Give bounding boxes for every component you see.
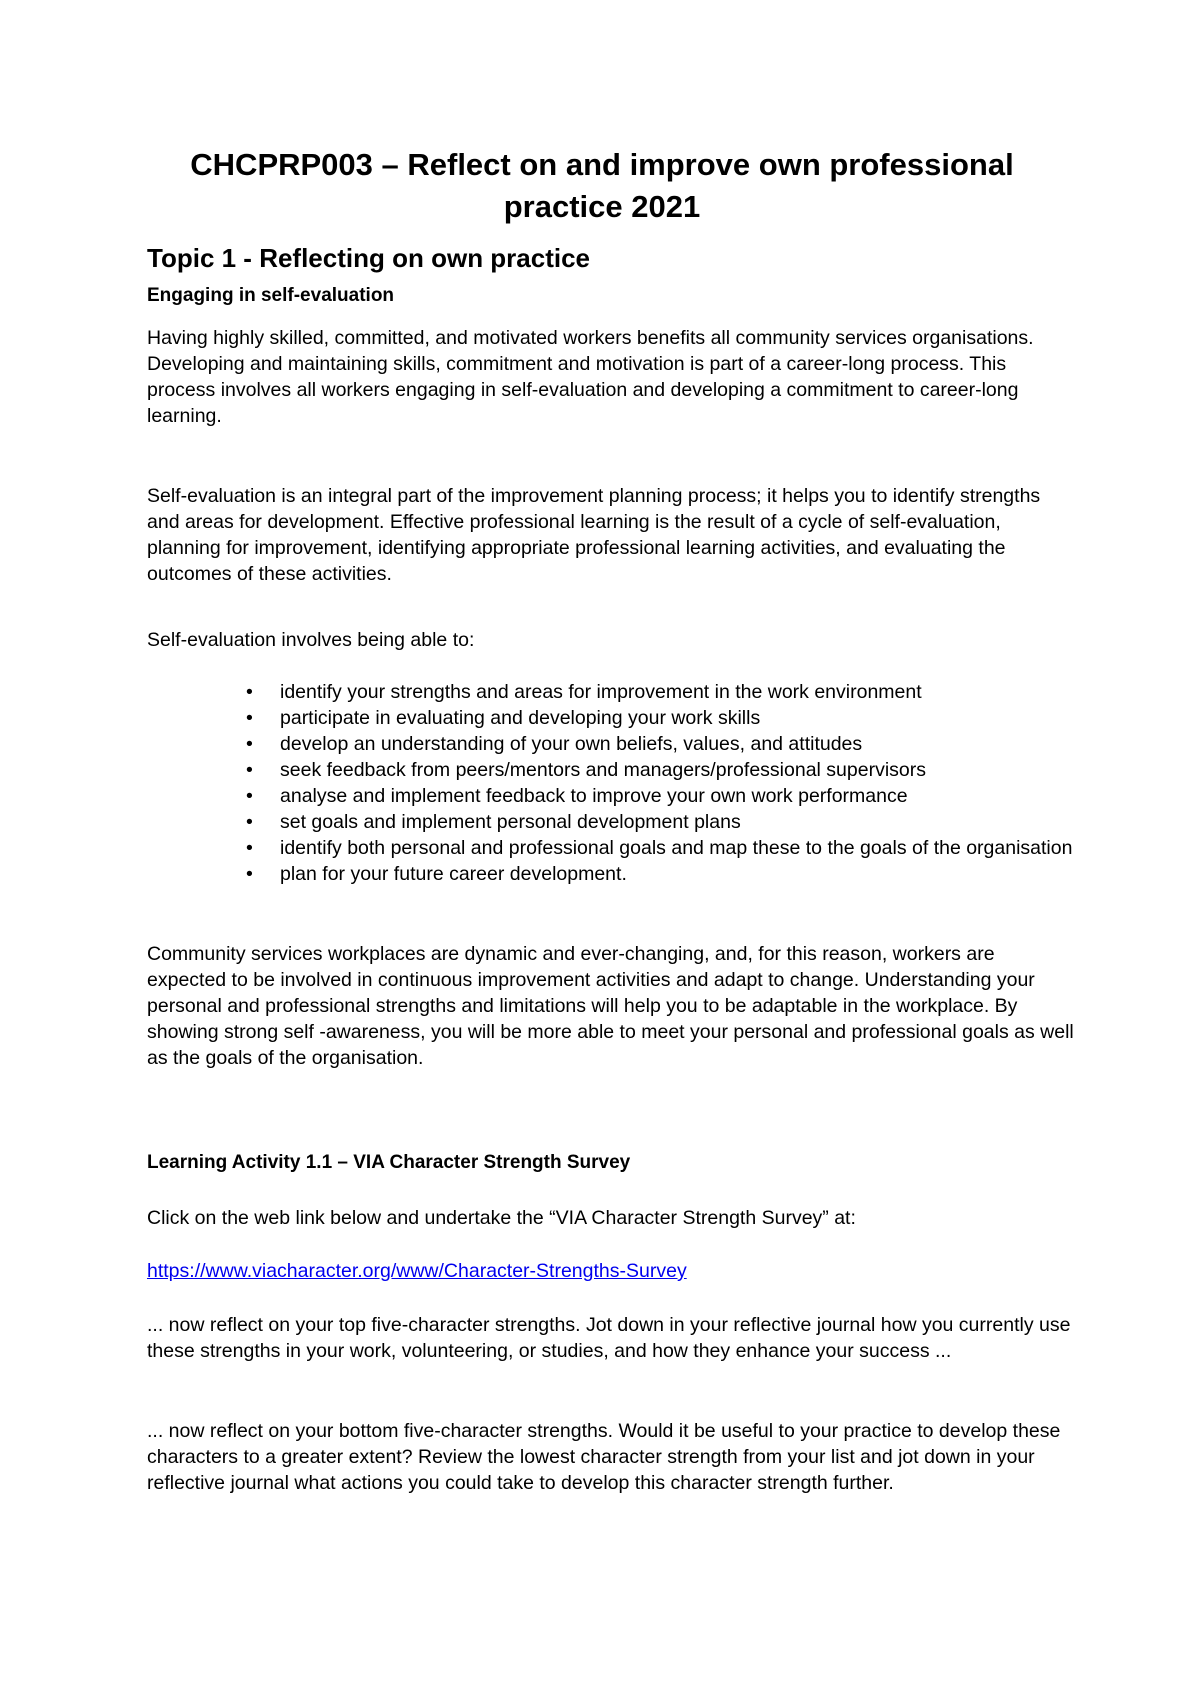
bullet-icon: • <box>246 811 253 833</box>
list-item-text: participate in evaluating and developing your work skills <box>280 707 761 729</box>
bullet-icon: • <box>246 837 253 859</box>
list-item-text: analyse and implement feedback to improve your own work performance <box>280 785 908 807</box>
list-item-text: seek feedback from peers/mentors and managers/professional supervisors <box>280 759 926 781</box>
bullet-icon: • <box>246 759 253 781</box>
list-item <box>147 783 1077 809</box>
list-item-text: identify both personal and professional goals and map these to the goals of the organisation <box>280 837 1073 859</box>
list-item <box>147 809 1077 835</box>
bullet-icon: • <box>246 785 253 807</box>
document-title: CHCPRP003 – Reflect on and improve own professional practice 2021 <box>190 147 1014 224</box>
topic-heading: Topic 1 - Reflecting on own practice <box>147 243 591 273</box>
list-item-text: identify your strengths and areas for improvement in the work environment <box>280 681 922 703</box>
bullet-icon: • <box>246 733 253 755</box>
bullet-icon: • <box>246 707 253 729</box>
list-item <box>147 835 1077 861</box>
bullet-icon: • <box>246 863 253 885</box>
activity-reflect-bottom: ... now reflect on your bottom five-character strengths. Would it be useful to your practice to develop these characters to a greater extent? Review the lowest character strength from your list and jot down in your reflective journal what actions you could take to develop this character strength further. <box>147 1420 1061 1494</box>
list-item-text: plan for your future career development. <box>280 863 627 885</box>
list-item-text: set goals and implement personal development plans <box>280 811 741 833</box>
self-evaluation-list <box>147 679 1077 887</box>
section-heading: Engaging in self-evaluation <box>147 285 395 306</box>
list-item <box>147 705 1077 731</box>
paragraph-list-intro: Self-evaluation involves being able to: <box>147 629 475 651</box>
activity-heading: Learning Activity 1.1 – VIA Character Strength Survey <box>147 1152 631 1173</box>
activity-intro: Click on the web link below and undertake the “VIA Character Strength Survey” at: <box>147 1207 856 1229</box>
list-item <box>147 757 1077 783</box>
list-item <box>147 731 1077 757</box>
bullet-icon: • <box>246 681 253 703</box>
activity-link-line <box>147 1258 1077 1284</box>
survey-link[interactable]: https://www.viacharacter.org/www/Character-Strengths-Survey <box>147 1260 687 1282</box>
list-item <box>147 861 1077 887</box>
list-item-text: develop an understanding of your own beliefs, values, and attitudes <box>280 733 863 755</box>
paragraph-intro: Having highly skilled, committed, and motivated workers benefits all community services organisations. Developing and maintaining skills, commitment and motivation is part of a career-long process. This process involves all workers engaging in self-evaluation and developing a commitment to career-long learning. <box>147 327 1034 427</box>
activity-reflect-top: ... now reflect on your top five-character strengths. Jot down in your reflective journal how you currently use these strengths in your work, volunteering, or studies, and how they enhance your success ... <box>147 1314 1071 1362</box>
paragraph-self-evaluation: Self-evaluation is an integral part of the improvement planning process; it helps you to identify strengths and areas for development. Effective professional learning is the result of a cycle of self-evaluation, planning for improvement, identifying appropriate professional learning activities, and evaluating the outcomes of these activities. <box>147 485 1041 585</box>
paragraph-workplaces: Community services workplaces are dynamic and ever-changing, and, for this reason, workers are expected to be involved in continuous improvement activities and adapt to change. Understanding your personal and professional strengths and limitations will help you to be adaptable in the workplace. By showing strong self -awareness, you will be more able to meet your personal and professional goals as well as the goals of the organisation. <box>147 943 1074 1069</box>
list-item <box>147 679 1077 705</box>
